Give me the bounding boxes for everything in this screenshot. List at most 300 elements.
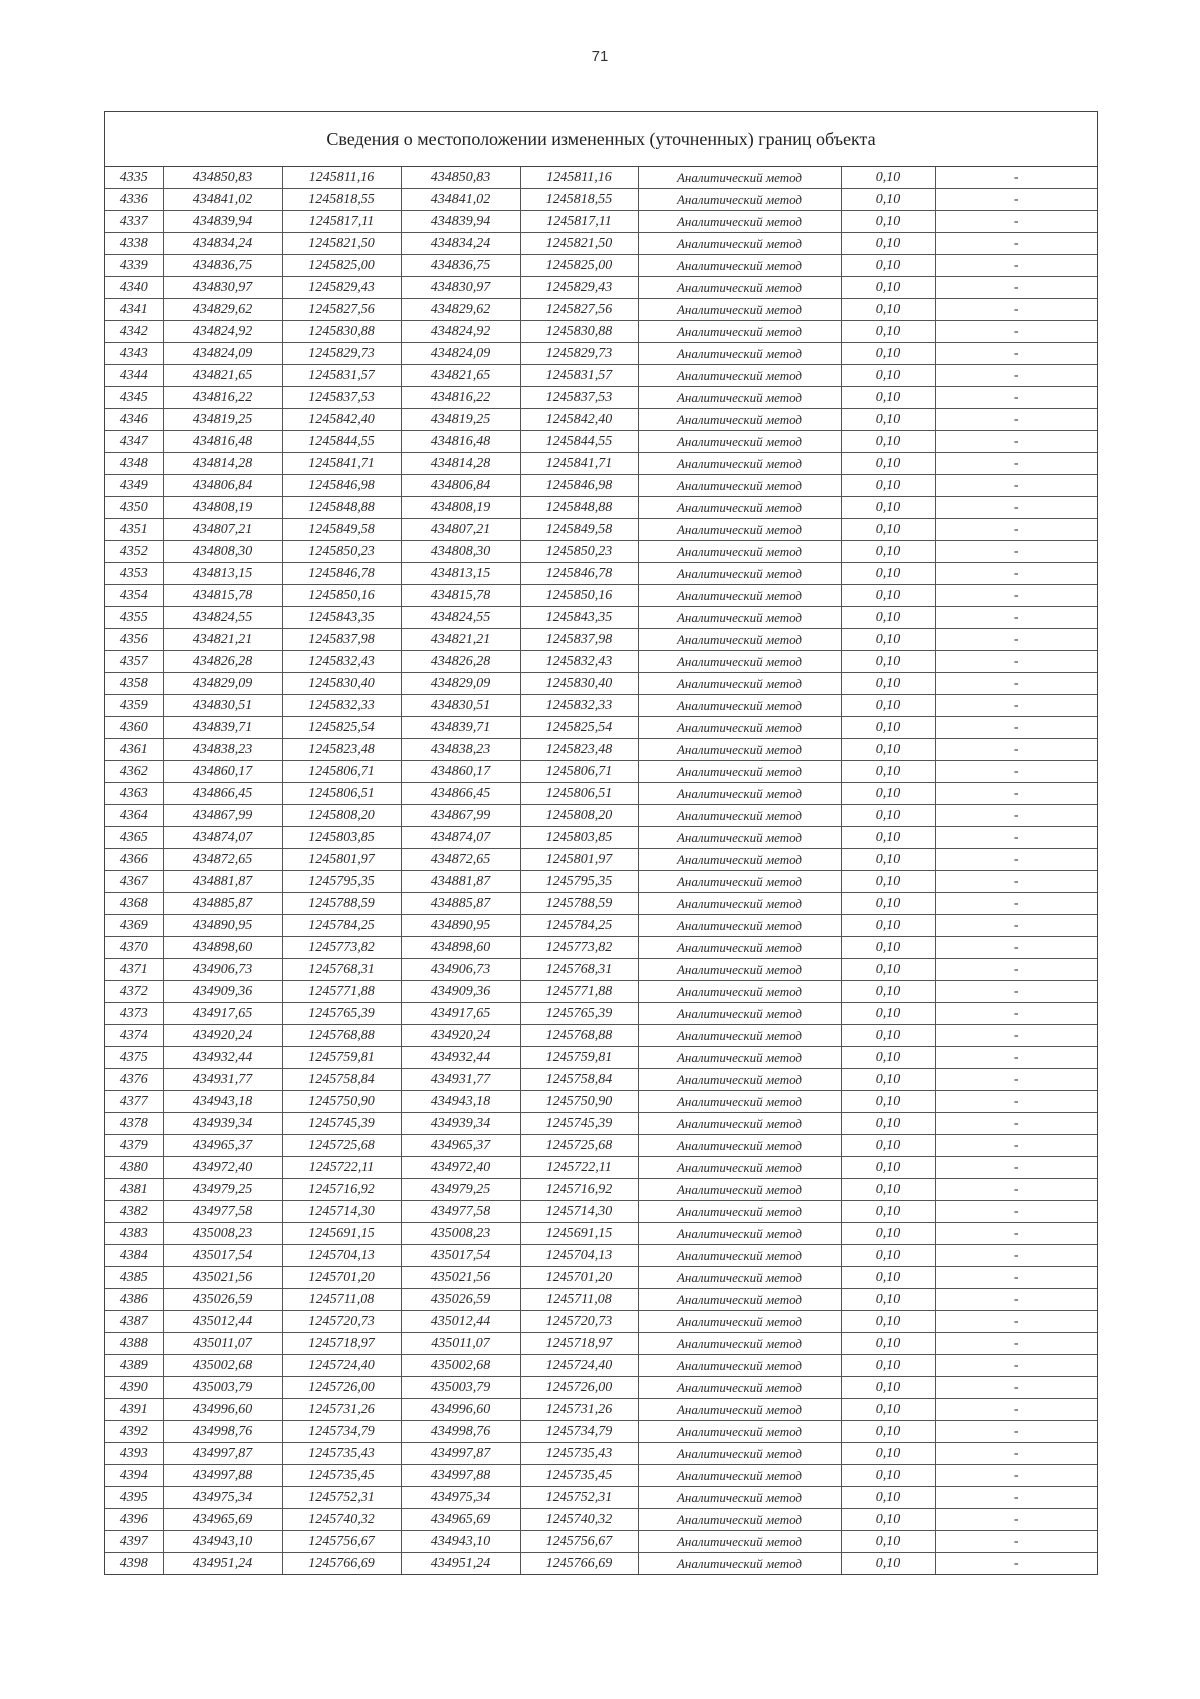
accuracy-cell: 0,10 xyxy=(841,1531,935,1553)
table-row xyxy=(105,1487,1097,1509)
note-cell: - xyxy=(935,1003,1097,1025)
method-cell: Аналитический метод xyxy=(638,299,841,321)
point-number-cell: 4342 xyxy=(105,321,163,343)
accuracy-cell: 0,10 xyxy=(841,937,935,959)
x-existing-cell: 434997,87 xyxy=(163,1443,282,1465)
y-existing-cell: 1245768,31 xyxy=(282,959,401,981)
accuracy-cell: 0,10 xyxy=(841,673,935,695)
x-existing-cell: 435011,07 xyxy=(163,1333,282,1355)
table-row xyxy=(105,871,1097,893)
method-cell: Аналитический метод xyxy=(638,1025,841,1047)
method-cell: Аналитический метод xyxy=(638,1509,841,1531)
x-existing-cell: 434821,21 xyxy=(163,629,282,651)
accuracy-cell: 0,10 xyxy=(841,959,935,981)
y-existing-cell: 1245837,53 xyxy=(282,387,401,409)
accuracy-cell: 0,10 xyxy=(841,1113,935,1135)
table-row xyxy=(105,1465,1097,1487)
x-existing-cell: 434830,51 xyxy=(163,695,282,717)
point-number-cell: 4335 xyxy=(105,167,163,189)
method-cell: Аналитический метод xyxy=(638,365,841,387)
note-cell: - xyxy=(935,849,1097,871)
method-cell: Аналитический метод xyxy=(638,233,841,255)
table-row xyxy=(105,1113,1097,1135)
y-existing-cell: 1245716,92 xyxy=(282,1179,401,1201)
accuracy-cell: 0,10 xyxy=(841,343,935,365)
x-existing-cell: 434808,19 xyxy=(163,497,282,519)
y-existing-cell: 1245843,35 xyxy=(282,607,401,629)
point-number-cell: 4343 xyxy=(105,343,163,365)
y-existing-cell: 1245734,79 xyxy=(282,1421,401,1443)
note-cell: - xyxy=(935,519,1097,541)
point-number-cell: 4344 xyxy=(105,365,163,387)
method-cell: Аналитический метод xyxy=(638,1201,841,1223)
table-row xyxy=(105,1201,1097,1223)
table-row xyxy=(105,1509,1097,1531)
method-cell: Аналитический метод xyxy=(638,827,841,849)
x-updated-cell: 434898,60 xyxy=(401,937,520,959)
note-cell: - xyxy=(935,453,1097,475)
point-number-cell: 4369 xyxy=(105,915,163,937)
y-existing-cell: 1245811,16 xyxy=(282,167,401,189)
x-existing-cell: 434813,15 xyxy=(163,563,282,585)
y-existing-cell: 1245848,88 xyxy=(282,497,401,519)
y-updated-cell: 1245829,43 xyxy=(520,277,638,299)
x-updated-cell: 434834,24 xyxy=(401,233,520,255)
x-existing-cell: 435002,68 xyxy=(163,1355,282,1377)
x-updated-cell: 434850,83 xyxy=(401,167,520,189)
x-existing-cell: 434881,87 xyxy=(163,871,282,893)
x-existing-cell: 435008,23 xyxy=(163,1223,282,1245)
table-row xyxy=(105,1245,1097,1267)
y-existing-cell: 1245823,48 xyxy=(282,739,401,761)
y-updated-cell: 1245788,59 xyxy=(520,893,638,915)
method-cell: Аналитический метод xyxy=(638,607,841,629)
point-number-cell: 4353 xyxy=(105,563,163,585)
y-existing-cell: 1245806,71 xyxy=(282,761,401,783)
x-updated-cell: 434821,21 xyxy=(401,629,520,651)
note-cell: - xyxy=(935,607,1097,629)
x-updated-cell: 434885,87 xyxy=(401,893,520,915)
point-number-cell: 4359 xyxy=(105,695,163,717)
point-number-cell: 4397 xyxy=(105,1531,163,1553)
note-cell: - xyxy=(935,805,1097,827)
accuracy-cell: 0,10 xyxy=(841,717,935,739)
y-existing-cell: 1245806,51 xyxy=(282,783,401,805)
point-number-cell: 4394 xyxy=(105,1465,163,1487)
y-updated-cell: 1245726,00 xyxy=(520,1377,638,1399)
table-row xyxy=(105,255,1097,277)
y-existing-cell: 1245750,90 xyxy=(282,1091,401,1113)
x-existing-cell: 434830,97 xyxy=(163,277,282,299)
y-updated-cell: 1245731,26 xyxy=(520,1399,638,1421)
table-row xyxy=(105,849,1097,871)
table-row xyxy=(105,563,1097,585)
note-cell: - xyxy=(935,695,1097,717)
table-row xyxy=(105,783,1097,805)
y-updated-cell: 1245846,98 xyxy=(520,475,638,497)
point-number-cell: 4341 xyxy=(105,299,163,321)
method-cell: Аналитический метод xyxy=(638,893,841,915)
accuracy-cell: 0,10 xyxy=(841,695,935,717)
x-updated-cell: 434867,99 xyxy=(401,805,520,827)
table-row xyxy=(105,695,1097,717)
y-existing-cell: 1245825,54 xyxy=(282,717,401,739)
accuracy-cell: 0,10 xyxy=(841,1091,935,1113)
point-number-cell: 4340 xyxy=(105,277,163,299)
accuracy-cell: 0,10 xyxy=(841,1487,935,1509)
y-updated-cell: 1245825,54 xyxy=(520,717,638,739)
y-existing-cell: 1245711,08 xyxy=(282,1289,401,1311)
x-updated-cell: 434909,36 xyxy=(401,981,520,1003)
note-cell: - xyxy=(935,1443,1097,1465)
table-row xyxy=(105,1047,1097,1069)
method-cell: Аналитический метод xyxy=(638,453,841,475)
accuracy-cell: 0,10 xyxy=(841,849,935,871)
note-cell: - xyxy=(935,563,1097,585)
point-number-cell: 4376 xyxy=(105,1069,163,1091)
y-existing-cell: 1245704,13 xyxy=(282,1245,401,1267)
table-row xyxy=(105,1135,1097,1157)
table-title: Сведения о местоположении измененных (уточненных) границ объекта xyxy=(105,112,1097,167)
note-cell: - xyxy=(935,915,1097,937)
point-number-cell: 4372 xyxy=(105,981,163,1003)
table-row xyxy=(105,541,1097,563)
y-existing-cell: 1245768,88 xyxy=(282,1025,401,1047)
point-number-cell: 4390 xyxy=(105,1377,163,1399)
y-existing-cell: 1245788,59 xyxy=(282,893,401,915)
y-existing-cell: 1245725,68 xyxy=(282,1135,401,1157)
x-updated-cell: 434838,23 xyxy=(401,739,520,761)
note-cell: - xyxy=(935,1289,1097,1311)
accuracy-cell: 0,10 xyxy=(841,453,935,475)
note-cell: - xyxy=(935,761,1097,783)
accuracy-cell: 0,10 xyxy=(841,1333,935,1355)
x-updated-cell: 434841,02 xyxy=(401,189,520,211)
note-cell: - xyxy=(935,1399,1097,1421)
x-updated-cell: 435008,23 xyxy=(401,1223,520,1245)
point-number-cell: 4347 xyxy=(105,431,163,453)
table-row xyxy=(105,739,1097,761)
method-cell: Аналитический метод xyxy=(638,1003,841,1025)
y-existing-cell: 1245726,00 xyxy=(282,1377,401,1399)
y-updated-cell: 1245817,11 xyxy=(520,211,638,233)
point-number-cell: 4339 xyxy=(105,255,163,277)
note-cell: - xyxy=(935,387,1097,409)
table-row xyxy=(105,431,1097,453)
x-existing-cell: 435026,59 xyxy=(163,1289,282,1311)
y-existing-cell: 1245759,81 xyxy=(282,1047,401,1069)
point-number-cell: 4387 xyxy=(105,1311,163,1333)
x-existing-cell: 434814,28 xyxy=(163,453,282,475)
y-updated-cell: 1245808,20 xyxy=(520,805,638,827)
x-updated-cell: 435011,07 xyxy=(401,1333,520,1355)
note-cell: - xyxy=(935,1267,1097,1289)
point-number-cell: 4383 xyxy=(105,1223,163,1245)
accuracy-cell: 0,10 xyxy=(841,1025,935,1047)
point-number-cell: 4386 xyxy=(105,1289,163,1311)
table-row xyxy=(105,211,1097,233)
method-cell: Аналитический метод xyxy=(638,497,841,519)
x-updated-cell: 434872,65 xyxy=(401,849,520,871)
x-updated-cell: 434997,87 xyxy=(401,1443,520,1465)
point-number-cell: 4380 xyxy=(105,1157,163,1179)
y-updated-cell: 1245842,40 xyxy=(520,409,638,431)
x-existing-cell: 434975,34 xyxy=(163,1487,282,1509)
point-number-cell: 4346 xyxy=(105,409,163,431)
y-updated-cell: 1245701,20 xyxy=(520,1267,638,1289)
y-updated-cell: 1245850,23 xyxy=(520,541,638,563)
accuracy-cell: 0,10 xyxy=(841,739,935,761)
y-updated-cell: 1245756,67 xyxy=(520,1531,638,1553)
y-existing-cell: 1245731,26 xyxy=(282,1399,401,1421)
x-updated-cell: 434813,15 xyxy=(401,563,520,585)
table-row xyxy=(105,1355,1097,1377)
x-existing-cell: 434979,25 xyxy=(163,1179,282,1201)
method-cell: Аналитический метод xyxy=(638,563,841,585)
x-existing-cell: 434885,87 xyxy=(163,893,282,915)
point-number-cell: 4393 xyxy=(105,1443,163,1465)
note-cell: - xyxy=(935,189,1097,211)
note-cell: - xyxy=(935,1311,1097,1333)
x-existing-cell: 434860,17 xyxy=(163,761,282,783)
method-cell: Аналитический метод xyxy=(638,277,841,299)
x-existing-cell: 434839,71 xyxy=(163,717,282,739)
table-row xyxy=(105,915,1097,937)
table-row xyxy=(105,1421,1097,1443)
x-updated-cell: 434829,09 xyxy=(401,673,520,695)
table-row xyxy=(105,937,1097,959)
method-cell: Аналитический метод xyxy=(638,1443,841,1465)
point-number-cell: 4352 xyxy=(105,541,163,563)
y-existing-cell: 1245758,84 xyxy=(282,1069,401,1091)
y-updated-cell: 1245724,40 xyxy=(520,1355,638,1377)
method-cell: Аналитический метод xyxy=(638,695,841,717)
table-row xyxy=(105,651,1097,673)
x-updated-cell: 434977,58 xyxy=(401,1201,520,1223)
x-existing-cell: 434866,45 xyxy=(163,783,282,805)
x-existing-cell: 434874,07 xyxy=(163,827,282,849)
y-updated-cell: 1245714,30 xyxy=(520,1201,638,1223)
point-number-cell: 4368 xyxy=(105,893,163,915)
x-existing-cell: 434829,62 xyxy=(163,299,282,321)
boundary-table-frame xyxy=(104,111,1098,1575)
y-updated-cell: 1245768,88 xyxy=(520,1025,638,1047)
y-updated-cell: 1245735,45 xyxy=(520,1465,638,1487)
note-cell: - xyxy=(935,409,1097,431)
accuracy-cell: 0,10 xyxy=(841,497,935,519)
note-cell: - xyxy=(935,167,1097,189)
point-number-cell: 4388 xyxy=(105,1333,163,1355)
x-existing-cell: 435021,56 xyxy=(163,1267,282,1289)
y-existing-cell: 1245818,55 xyxy=(282,189,401,211)
x-existing-cell: 434909,36 xyxy=(163,981,282,1003)
x-existing-cell: 434806,84 xyxy=(163,475,282,497)
accuracy-cell: 0,10 xyxy=(841,1509,935,1531)
note-cell: - xyxy=(935,1135,1097,1157)
table-row xyxy=(105,1289,1097,1311)
y-updated-cell: 1245766,69 xyxy=(520,1553,638,1575)
method-cell: Аналитический метод xyxy=(638,387,841,409)
y-updated-cell: 1245773,82 xyxy=(520,937,638,959)
table-row xyxy=(105,1377,1097,1399)
method-cell: Аналитический метод xyxy=(638,1421,841,1443)
x-existing-cell: 434872,65 xyxy=(163,849,282,871)
x-updated-cell: 434821,65 xyxy=(401,365,520,387)
y-updated-cell: 1245841,71 xyxy=(520,453,638,475)
table-row xyxy=(105,233,1097,255)
y-existing-cell: 1245745,39 xyxy=(282,1113,401,1135)
x-updated-cell: 434839,94 xyxy=(401,211,520,233)
y-updated-cell: 1245716,92 xyxy=(520,1179,638,1201)
point-number-cell: 4365 xyxy=(105,827,163,849)
method-cell: Аналитический метод xyxy=(638,211,841,233)
table-row xyxy=(105,1311,1097,1333)
table-row xyxy=(105,387,1097,409)
x-updated-cell: 435012,44 xyxy=(401,1311,520,1333)
accuracy-cell: 0,10 xyxy=(841,431,935,453)
x-existing-cell: 434917,65 xyxy=(163,1003,282,1025)
x-existing-cell: 434850,83 xyxy=(163,167,282,189)
note-cell: - xyxy=(935,541,1097,563)
method-cell: Аналитический метод xyxy=(638,1069,841,1091)
accuracy-cell: 0,10 xyxy=(841,255,935,277)
x-existing-cell: 434943,18 xyxy=(163,1091,282,1113)
note-cell: - xyxy=(935,585,1097,607)
y-updated-cell: 1245825,00 xyxy=(520,255,638,277)
table-row xyxy=(105,343,1097,365)
method-cell: Аналитический метод xyxy=(638,255,841,277)
point-number-cell: 4378 xyxy=(105,1113,163,1135)
point-number-cell: 4381 xyxy=(105,1179,163,1201)
note-cell: - xyxy=(935,981,1097,1003)
table-row xyxy=(105,959,1097,981)
y-updated-cell: 1245803,85 xyxy=(520,827,638,849)
method-cell: Аналитический метод xyxy=(638,1377,841,1399)
x-updated-cell: 434836,75 xyxy=(401,255,520,277)
method-cell: Аналитический метод xyxy=(638,673,841,695)
y-updated-cell: 1245745,39 xyxy=(520,1113,638,1135)
accuracy-cell: 0,10 xyxy=(841,1047,935,1069)
point-number-cell: 4370 xyxy=(105,937,163,959)
table-row xyxy=(105,453,1097,475)
table-row xyxy=(105,1333,1097,1355)
point-number-cell: 4366 xyxy=(105,849,163,871)
accuracy-cell: 0,10 xyxy=(841,651,935,673)
y-existing-cell: 1245722,11 xyxy=(282,1157,401,1179)
x-updated-cell: 434906,73 xyxy=(401,959,520,981)
note-cell: - xyxy=(935,1487,1097,1509)
y-updated-cell: 1245821,50 xyxy=(520,233,638,255)
note-cell: - xyxy=(935,937,1097,959)
accuracy-cell: 0,10 xyxy=(841,299,935,321)
x-updated-cell: 434824,92 xyxy=(401,321,520,343)
note-cell: - xyxy=(935,497,1097,519)
note-cell: - xyxy=(935,1025,1097,1047)
x-updated-cell: 434860,17 xyxy=(401,761,520,783)
x-existing-cell: 435012,44 xyxy=(163,1311,282,1333)
y-updated-cell: 1245722,11 xyxy=(520,1157,638,1179)
x-updated-cell: 434943,10 xyxy=(401,1531,520,1553)
x-updated-cell: 434824,55 xyxy=(401,607,520,629)
y-updated-cell: 1245848,88 xyxy=(520,497,638,519)
y-existing-cell: 1245837,98 xyxy=(282,629,401,651)
x-existing-cell: 434977,58 xyxy=(163,1201,282,1223)
note-cell: - xyxy=(935,321,1097,343)
accuracy-cell: 0,10 xyxy=(841,1135,935,1157)
x-updated-cell: 435021,56 xyxy=(401,1267,520,1289)
point-number-cell: 4382 xyxy=(105,1201,163,1223)
y-updated-cell: 1245795,35 xyxy=(520,871,638,893)
note-cell: - xyxy=(935,1245,1097,1267)
table-row xyxy=(105,167,1097,189)
y-existing-cell: 1245756,67 xyxy=(282,1531,401,1553)
method-cell: Аналитический метод xyxy=(638,1311,841,1333)
point-number-cell: 4395 xyxy=(105,1487,163,1509)
table-row xyxy=(105,1267,1097,1289)
note-cell: - xyxy=(935,475,1097,497)
method-cell: Аналитический метод xyxy=(638,783,841,805)
table-row xyxy=(105,1157,1097,1179)
point-number-cell: 4360 xyxy=(105,717,163,739)
y-existing-cell: 1245771,88 xyxy=(282,981,401,1003)
x-existing-cell: 434821,65 xyxy=(163,365,282,387)
y-updated-cell: 1245771,88 xyxy=(520,981,638,1003)
table-row xyxy=(105,893,1097,915)
table-row xyxy=(105,475,1097,497)
x-existing-cell: 434834,24 xyxy=(163,233,282,255)
y-updated-cell: 1245691,15 xyxy=(520,1223,638,1245)
x-existing-cell: 434996,60 xyxy=(163,1399,282,1421)
y-existing-cell: 1245846,98 xyxy=(282,475,401,497)
y-existing-cell: 1245832,33 xyxy=(282,695,401,717)
x-updated-cell: 434839,71 xyxy=(401,717,520,739)
method-cell: Аналитический метод xyxy=(638,409,841,431)
x-updated-cell: 435017,54 xyxy=(401,1245,520,1267)
method-cell: Аналитический метод xyxy=(638,959,841,981)
x-updated-cell: 435002,68 xyxy=(401,1355,520,1377)
method-cell: Аналитический метод xyxy=(638,519,841,541)
y-existing-cell: 1245801,97 xyxy=(282,849,401,871)
y-updated-cell: 1245768,31 xyxy=(520,959,638,981)
method-cell: Аналитический метод xyxy=(638,1245,841,1267)
y-updated-cell: 1245832,43 xyxy=(520,651,638,673)
x-existing-cell: 434816,48 xyxy=(163,431,282,453)
x-updated-cell: 434975,34 xyxy=(401,1487,520,1509)
x-updated-cell: 434965,69 xyxy=(401,1509,520,1531)
method-cell: Аналитический метод xyxy=(638,1091,841,1113)
note-cell: - xyxy=(935,1465,1097,1487)
accuracy-cell: 0,10 xyxy=(841,761,935,783)
y-existing-cell: 1245701,20 xyxy=(282,1267,401,1289)
y-updated-cell: 1245752,31 xyxy=(520,1487,638,1509)
y-existing-cell: 1245784,25 xyxy=(282,915,401,937)
accuracy-cell: 0,10 xyxy=(841,827,935,849)
note-cell: - xyxy=(935,1047,1097,1069)
x-updated-cell: 434830,51 xyxy=(401,695,520,717)
note-cell: - xyxy=(935,343,1097,365)
y-existing-cell: 1245752,31 xyxy=(282,1487,401,1509)
x-existing-cell: 434890,95 xyxy=(163,915,282,937)
table-row xyxy=(105,519,1097,541)
x-existing-cell: 434931,77 xyxy=(163,1069,282,1091)
y-updated-cell: 1245734,79 xyxy=(520,1421,638,1443)
table-body xyxy=(105,167,1097,1574)
note-cell: - xyxy=(935,959,1097,981)
point-number-cell: 4357 xyxy=(105,651,163,673)
table-row xyxy=(105,365,1097,387)
y-updated-cell: 1245844,55 xyxy=(520,431,638,453)
x-updated-cell: 435026,59 xyxy=(401,1289,520,1311)
